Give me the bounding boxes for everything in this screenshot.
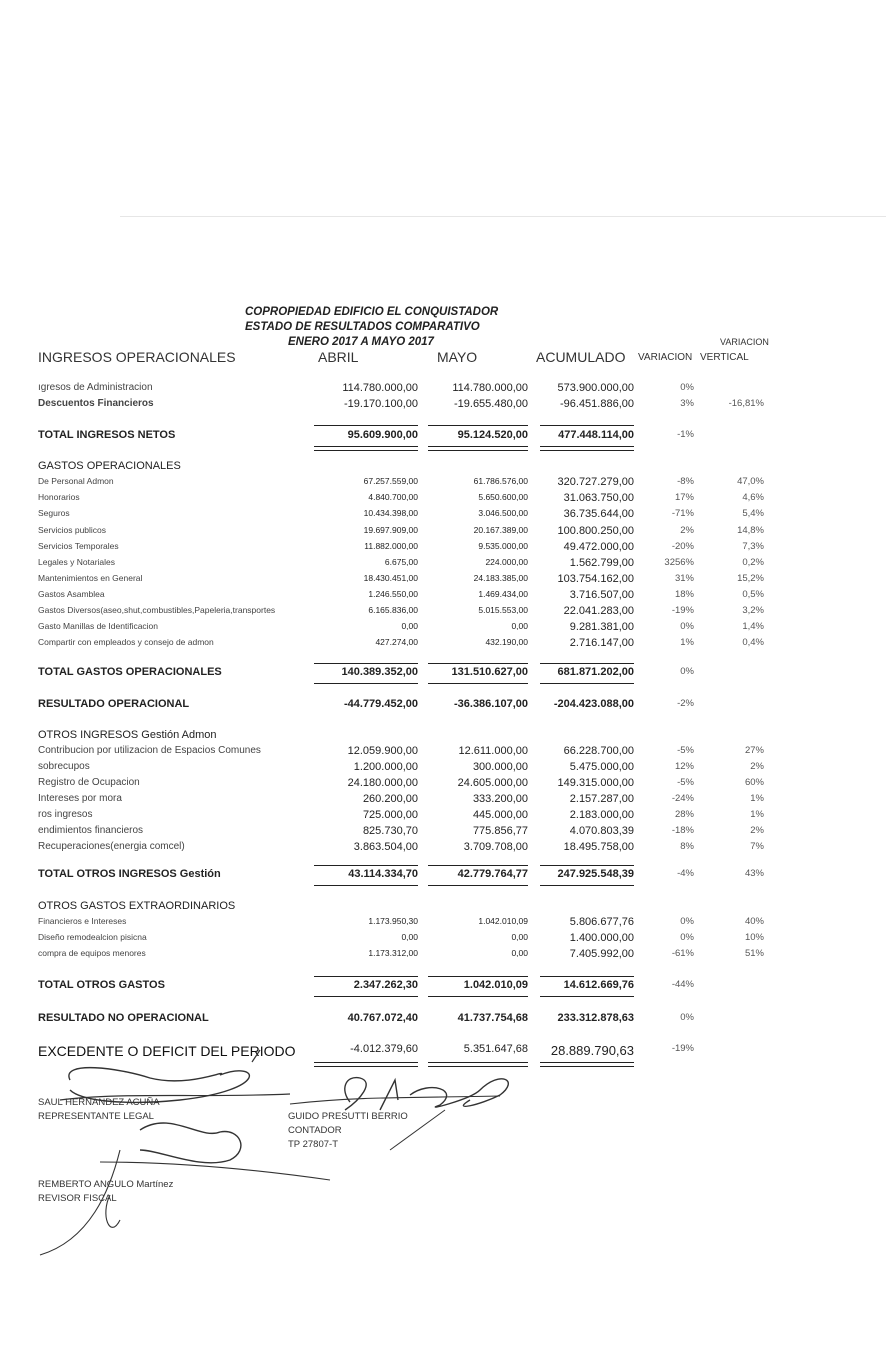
value-mayo: -19.655.480,00 bbox=[453, 398, 528, 410]
row-label: RESULTADO OPERACIONAL bbox=[38, 698, 190, 710]
value-acumulado: 7.405.992,00 bbox=[569, 948, 634, 960]
value-variacion: 8% bbox=[680, 841, 694, 852]
total-rule bbox=[540, 683, 634, 684]
row-label: Mantenimientos en General bbox=[38, 573, 143, 583]
row-ingresos-admin bbox=[0, 382, 886, 398]
value-acumulado: 2.157.287,00 bbox=[569, 793, 634, 805]
value-variacion: 3% bbox=[680, 398, 694, 409]
row-label: compra de equipos menores bbox=[38, 948, 146, 958]
row-label: RESULTADO NO OPERACIONAL bbox=[38, 1012, 209, 1024]
value-vertical: 2% bbox=[750, 761, 764, 772]
fiscal-auditor-name: REMBERTO ANGULO Martínez bbox=[38, 1179, 174, 1190]
value-acumulado: 477.448.114,00 bbox=[558, 429, 634, 441]
row-otro-ingreso bbox=[0, 745, 886, 761]
value-abril: 95.609.900,00 bbox=[347, 429, 418, 441]
row-gasto bbox=[0, 573, 886, 589]
row-label: Diseño remodealcion pisicna bbox=[38, 932, 147, 942]
row-label: Honorarios bbox=[38, 492, 80, 502]
row-label: Gasto Manillas de Identificacion bbox=[38, 621, 159, 631]
total-rule bbox=[540, 663, 634, 664]
value-abril: 3.863.504,00 bbox=[353, 841, 418, 853]
value-vertical: 4,6% bbox=[742, 492, 764, 503]
value-vertical: 1% bbox=[750, 809, 764, 820]
value-mayo: 0,00 bbox=[511, 948, 528, 958]
row-label: Contribucion por utilizacion de Espacios Comunes bbox=[38, 745, 261, 756]
section-otros-gastos bbox=[0, 900, 886, 916]
value-acumulado: 233.312.878,63 bbox=[557, 1012, 634, 1024]
row-gasto bbox=[0, 605, 886, 621]
value-vertical: 27% bbox=[744, 745, 764, 756]
row-resultado-no-operacional bbox=[0, 1012, 886, 1028]
value-acumulado: -96.451.886,00 bbox=[559, 398, 634, 410]
row-otro-ingreso bbox=[0, 761, 886, 777]
value-acumulado: 14.612.669,76 bbox=[563, 979, 634, 991]
section-otros-ingresos bbox=[0, 729, 886, 745]
value-acumulado: 3.716.507,00 bbox=[569, 589, 634, 601]
value-mayo: 445.000,00 bbox=[472, 809, 528, 821]
value-abril: 18.430.451,00 bbox=[363, 573, 418, 583]
value-mayo: 0,00 bbox=[511, 621, 528, 631]
value-abril: 43.114.334,70 bbox=[348, 868, 418, 880]
value-vertical: -16,81% bbox=[728, 398, 764, 409]
section-ingresos-operacionales: INGRESOS OPERACIONALES bbox=[38, 349, 236, 365]
total-rule bbox=[314, 996, 418, 997]
value-variacion: -44% bbox=[671, 979, 694, 990]
section-title: OTROS INGRESOS Gestión Admon bbox=[38, 729, 217, 741]
row-label: Seguros bbox=[38, 508, 70, 518]
value-acumulado: 5.806.677,76 bbox=[569, 916, 634, 928]
row-label: Legales y Notariales bbox=[38, 557, 116, 567]
value-abril: 10.434.398,00 bbox=[363, 508, 418, 518]
value-acumulado: 149.315.000,00 bbox=[557, 777, 634, 789]
value-acumulado: 681.871.202,00 bbox=[557, 666, 634, 678]
value-abril: 825.730,70 bbox=[362, 825, 418, 837]
row-total-ingresos bbox=[0, 429, 886, 445]
row-label: TOTAL GASTOS OPERACIONALES bbox=[38, 666, 222, 678]
value-abril: 1.200.000,00 bbox=[353, 761, 418, 773]
row-otro-ingreso bbox=[0, 809, 886, 825]
row-label: Servicios Temporales bbox=[38, 541, 119, 551]
accountant-name: GUIDO PRESUTTI BERRIO bbox=[288, 1111, 408, 1122]
total-rule bbox=[540, 446, 634, 451]
row-total-otros-gastos bbox=[0, 979, 886, 995]
total-rule bbox=[540, 1062, 634, 1067]
value-acumulado: 103.754.162,00 bbox=[557, 573, 634, 585]
total-rule bbox=[314, 683, 418, 684]
value-abril: 24.180.000,00 bbox=[347, 777, 418, 789]
row-otro-gasto bbox=[0, 916, 886, 932]
value-variacion: -18% bbox=[671, 825, 694, 836]
row-label: TOTAL OTROS INGRESOS Gestión bbox=[38, 868, 221, 880]
section-gastos-operacionales bbox=[0, 460, 886, 476]
value-acumulado: 9.281.381,00 bbox=[569, 621, 634, 633]
value-mayo: 775.856,77 bbox=[472, 825, 528, 837]
accountant-title: CONTADOR bbox=[288, 1125, 342, 1136]
row-gasto bbox=[0, 508, 886, 524]
value-vertical: 60% bbox=[744, 777, 764, 788]
total-rule bbox=[314, 976, 418, 977]
value-abril: 6.165.836,00 bbox=[368, 605, 418, 615]
col-header-acumulado: ACUMULADO bbox=[536, 349, 626, 365]
value-variacion: -19% bbox=[671, 605, 694, 616]
scan-edge-line bbox=[120, 216, 886, 217]
value-vertical: 5,4% bbox=[742, 508, 764, 519]
value-variacion: -5% bbox=[677, 777, 694, 788]
value-acumulado: 2.183.000,00 bbox=[569, 809, 634, 821]
row-excedente bbox=[0, 1043, 886, 1061]
value-mayo: 1.469.434,00 bbox=[478, 589, 528, 599]
value-abril: 0,00 bbox=[401, 621, 418, 631]
col-header-mayo: MAYO bbox=[437, 349, 478, 365]
value-abril: 67.257.559,00 bbox=[363, 476, 418, 486]
value-vertical: 7% bbox=[750, 841, 764, 852]
row-otro-ingreso bbox=[0, 841, 886, 857]
total-rule bbox=[314, 446, 418, 451]
value-abril: 6.675,00 bbox=[384, 557, 418, 567]
total-rule bbox=[540, 976, 634, 977]
value-variacion: -20% bbox=[671, 541, 694, 552]
value-acumulado: 573.900.000,00 bbox=[557, 382, 634, 394]
value-mayo: 1.042.010,09 bbox=[463, 979, 528, 991]
row-label: ıgresos de Administracion bbox=[38, 382, 153, 393]
value-abril: 1.173.312,00 bbox=[368, 948, 418, 958]
total-rule bbox=[428, 683, 528, 684]
value-mayo: 1.042.010,09 bbox=[478, 916, 528, 926]
value-variacion: 12% bbox=[674, 761, 694, 772]
row-gasto bbox=[0, 492, 886, 508]
value-abril: 427.274,00 bbox=[375, 637, 418, 647]
row-label: TOTAL OTROS GASTOS bbox=[38, 979, 165, 991]
value-variacion: 2% bbox=[680, 525, 694, 536]
row-otro-ingreso bbox=[0, 777, 886, 793]
col-header-variacion-top: VARIACION bbox=[720, 337, 769, 347]
value-acumulado: 247.925.548,39 bbox=[557, 868, 634, 880]
value-variacion: -8% bbox=[677, 476, 694, 487]
value-abril: 725.000,00 bbox=[362, 809, 418, 821]
total-rule bbox=[428, 446, 528, 451]
value-acumulado: 4.070.803,39 bbox=[569, 825, 634, 837]
value-variacion: 1% bbox=[680, 637, 694, 648]
value-abril: 11.882.000,00 bbox=[364, 541, 418, 551]
value-acumulado: -204.423.088,00 bbox=[553, 698, 634, 710]
value-mayo: 5.015.553,00 bbox=[478, 605, 528, 615]
total-rule bbox=[314, 885, 418, 886]
value-abril: 1.173.950,30 bbox=[368, 916, 418, 926]
row-gasto bbox=[0, 621, 886, 637]
value-mayo: 333.200,00 bbox=[472, 793, 528, 805]
row-label: endimientos financieros bbox=[38, 825, 144, 836]
value-variacion: -2% bbox=[677, 698, 694, 709]
value-vertical: 40% bbox=[744, 916, 764, 927]
value-acumulado: 28.889.790,63 bbox=[550, 1043, 634, 1058]
row-label: Descuentos Financieros bbox=[38, 398, 154, 409]
value-acumulado: 31.063.750,00 bbox=[563, 492, 634, 504]
total-rule bbox=[314, 865, 418, 866]
value-vertical: 2% bbox=[750, 825, 764, 836]
value-acumulado: 22.041.283,00 bbox=[563, 605, 634, 617]
value-variacion: 0% bbox=[680, 932, 694, 943]
value-acumulado: 320.727.279,00 bbox=[557, 476, 634, 488]
total-rule bbox=[314, 1062, 418, 1067]
value-vertical: 15,2% bbox=[737, 573, 764, 584]
row-total-otros-ingresos bbox=[0, 868, 886, 884]
value-vertical: 3,2% bbox=[742, 605, 764, 616]
value-abril: -4.012.379,60 bbox=[350, 1043, 418, 1055]
value-abril: 140.389.352,00 bbox=[341, 666, 418, 678]
company-name: COPROPIEDAD EDIFICIO EL CONQUISTADOR bbox=[245, 306, 499, 318]
value-mayo: 61.786.576,00 bbox=[473, 476, 528, 486]
value-abril: -19.170.100,00 bbox=[343, 398, 418, 410]
value-vertical: 0,4% bbox=[742, 637, 764, 648]
value-variacion: 3256% bbox=[664, 557, 694, 568]
value-variacion: 0% bbox=[680, 382, 694, 393]
row-label: De Personal Admon bbox=[38, 476, 114, 486]
value-acumulado: 1.400.000,00 bbox=[569, 932, 634, 944]
value-abril: 260.200,00 bbox=[362, 793, 418, 805]
value-vertical: 47,0% bbox=[737, 476, 764, 487]
fiscal-auditor-title: REVISOR FISCAL bbox=[38, 1193, 117, 1204]
row-label: EXCEDENTE O DEFICIT DEL PERIODO bbox=[38, 1043, 296, 1059]
value-variacion: 17% bbox=[674, 492, 694, 503]
legal-rep-name: SAUL HERNANDEZ ACUÑA bbox=[38, 1097, 160, 1108]
value-vertical: 14,8% bbox=[737, 525, 764, 536]
value-mayo: 41.737.754,68 bbox=[457, 1012, 528, 1024]
value-abril: 12.059.900,00 bbox=[347, 745, 418, 757]
value-variacion: 0% bbox=[680, 621, 694, 632]
row-label: Gastos Diversos(aseo,shut,combustibles,Papeleria,transportes bbox=[38, 605, 276, 615]
row-otro-ingreso bbox=[0, 825, 886, 841]
value-vertical: 7,3% bbox=[742, 541, 764, 552]
value-mayo: 432.190,00 bbox=[485, 637, 528, 647]
legal-rep-title: REPRESENTANTE LEGAL bbox=[38, 1111, 154, 1122]
value-variacion: -1% bbox=[677, 429, 694, 440]
row-otro-gasto bbox=[0, 948, 886, 964]
value-mayo: 5.650.600,00 bbox=[478, 492, 528, 502]
total-rule bbox=[428, 865, 528, 866]
value-mayo: 24.183.385,00 bbox=[473, 573, 528, 583]
value-abril: 114.780.000,00 bbox=[342, 382, 418, 394]
row-label: sobrecupos bbox=[38, 761, 90, 772]
value-mayo: 3.709.708,00 bbox=[463, 841, 528, 853]
value-vertical: 0,5% bbox=[742, 589, 764, 600]
value-mayo: 95.124.520,00 bbox=[457, 429, 528, 441]
row-otro-gasto bbox=[0, 932, 886, 948]
row-label: Compartir con empleados y consejo de admon bbox=[38, 637, 214, 647]
row-label: Gastos Asamblea bbox=[38, 589, 105, 599]
value-variacion: -5% bbox=[677, 745, 694, 756]
value-acumulado: 49.472.000,00 bbox=[563, 541, 634, 553]
value-variacion: 28% bbox=[674, 809, 694, 820]
col-header-vertical: VERTICAL bbox=[700, 352, 749, 363]
row-gasto bbox=[0, 637, 886, 653]
value-vertical: 1,4% bbox=[742, 621, 764, 632]
value-mayo: 224.000,00 bbox=[485, 557, 528, 567]
value-acumulado: 66.228.700,00 bbox=[563, 745, 634, 757]
report-title: ESTADO DE RESULTADOS COMPARATIVO bbox=[245, 321, 480, 333]
value-variacion: -4% bbox=[677, 868, 694, 879]
value-abril: -44.779.452,00 bbox=[343, 698, 418, 710]
total-rule bbox=[428, 663, 528, 664]
value-mayo: 0,00 bbox=[511, 932, 528, 942]
value-mayo: 3.046.500,00 bbox=[478, 508, 528, 518]
section-title: OTROS GASTOS EXTRAORDINARIOS bbox=[38, 900, 236, 912]
row-gasto bbox=[0, 541, 886, 557]
value-variacion: 0% bbox=[680, 666, 694, 677]
row-label: ros ingresos bbox=[38, 809, 93, 820]
value-variacion: 31% bbox=[674, 573, 694, 584]
total-rule bbox=[540, 996, 634, 997]
total-rule bbox=[540, 885, 634, 886]
value-mayo: 5.351.647,68 bbox=[463, 1043, 528, 1055]
total-rule bbox=[540, 425, 634, 426]
value-abril: 0,00 bbox=[401, 932, 418, 942]
value-variacion: -61% bbox=[671, 948, 694, 959]
value-acumulado: 5.475.000,00 bbox=[569, 761, 634, 773]
col-header-variacion: VARIACION bbox=[638, 352, 693, 363]
value-abril: 19.697.909,00 bbox=[363, 525, 418, 535]
section-title: GASTOS OPERACIONALES bbox=[38, 460, 181, 472]
total-rule bbox=[540, 865, 634, 866]
value-variacion: 0% bbox=[680, 916, 694, 927]
row-gasto bbox=[0, 589, 886, 605]
value-abril: 4.840.700,00 bbox=[368, 492, 418, 502]
value-mayo: -36.386.107,00 bbox=[453, 698, 528, 710]
value-vertical: 43% bbox=[744, 868, 764, 879]
value-mayo: 12.611.000,00 bbox=[458, 745, 528, 757]
value-vertical: 51% bbox=[744, 948, 764, 959]
accountant-tp: TP 27807-T bbox=[288, 1139, 338, 1150]
row-resultado-operacional bbox=[0, 698, 886, 714]
value-mayo: 131.510.627,00 bbox=[451, 666, 528, 678]
value-mayo: 42.779.764,77 bbox=[457, 868, 528, 880]
row-gasto bbox=[0, 476, 886, 492]
value-mayo: 9.535.000,00 bbox=[478, 541, 528, 551]
row-descuentos bbox=[0, 398, 886, 414]
total-rule bbox=[428, 1062, 528, 1067]
row-label: Intereses por mora bbox=[38, 793, 122, 804]
total-rule bbox=[314, 425, 418, 426]
value-acumulado: 18.495.758,00 bbox=[563, 841, 634, 853]
row-label: TOTAL INGRESOS NETOS bbox=[38, 429, 176, 441]
row-gasto bbox=[0, 557, 886, 573]
total-rule bbox=[314, 663, 418, 664]
value-variacion: -24% bbox=[671, 793, 694, 804]
total-rule bbox=[428, 996, 528, 997]
col-header-abril: ABRIL bbox=[318, 349, 359, 365]
value-mayo: 300.000,00 bbox=[472, 761, 528, 773]
value-vertical: 0,2% bbox=[742, 557, 764, 568]
value-abril: 2.347.262,30 bbox=[353, 979, 418, 991]
row-label: Recuperaciones(energia comcel) bbox=[38, 841, 185, 852]
value-vertical: 1% bbox=[750, 793, 764, 804]
row-label: Financieros e Intereses bbox=[38, 916, 127, 926]
total-rule bbox=[428, 976, 528, 977]
total-rule bbox=[428, 885, 528, 886]
value-variacion: 0% bbox=[680, 1012, 694, 1023]
report-period: ENERO 2017 A MAYO 2017 bbox=[288, 336, 434, 348]
row-label: Registro de Ocupacion bbox=[38, 777, 140, 788]
total-rule bbox=[428, 425, 528, 426]
row-otro-ingreso bbox=[0, 793, 886, 809]
value-acumulado: 2.716.147,00 bbox=[569, 637, 634, 649]
value-abril: 40.767.072,40 bbox=[347, 1012, 418, 1024]
value-variacion: -19% bbox=[671, 1043, 694, 1054]
value-vertical: 10% bbox=[744, 932, 764, 943]
value-acumulado: 100.800.250,00 bbox=[557, 525, 634, 537]
row-total-gastos bbox=[0, 666, 886, 682]
value-mayo: 24.605.000,00 bbox=[457, 777, 528, 789]
value-mayo: 20.167.389,00 bbox=[473, 525, 528, 535]
value-mayo: 114.780.000,00 bbox=[452, 382, 528, 394]
row-label: Servicios publicos bbox=[38, 525, 107, 535]
value-abril: 1.246.550,00 bbox=[368, 589, 418, 599]
value-variacion: 18% bbox=[674, 589, 694, 600]
row-gasto bbox=[0, 525, 886, 541]
value-acumulado: 1.562.799,00 bbox=[569, 557, 634, 569]
value-variacion: -71% bbox=[671, 508, 694, 519]
value-acumulado: 36.735.644,00 bbox=[563, 508, 634, 520]
